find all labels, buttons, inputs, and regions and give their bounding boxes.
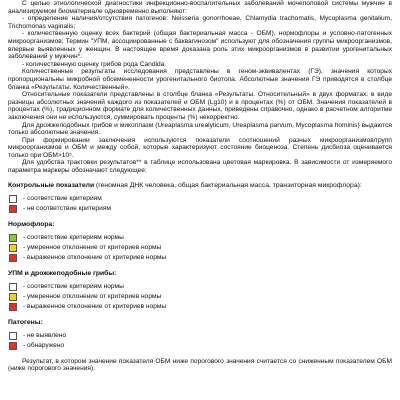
- legend-label: - не выявлено: [23, 332, 67, 340]
- color-swatch: [9, 303, 17, 311]
- legend-item: [8, 341, 392, 351]
- intro-paragraph: - определение наличия/отсутствия патогенов: Neisseria gonorrhoeae, Chlamydia trachomatis, Mycoplasma genitalium, Trichomonas vaginalis;: [8, 15, 392, 30]
- legend-label: - умеренное отклонение от критериев нормы: [23, 244, 162, 252]
- legend-item: [8, 194, 392, 204]
- intro-text: [8, 0, 392, 175]
- intro-paragraph: Относительные показатели представлены в столбце бланка «Результаты. Относительный» в двух форматах: в виде разницы абсолютных значений каждого из показателей и ОБМ (Lg10) и в процентах (%) от ОБМ. Значения показателей в процентах (%), традиционном формате для количественных данных, приведены справочно, однако в расчетном алгоритме заключения они не используются, суммировать проценты (%) некорректно.: [8, 91, 392, 121]
- section-title: Патогены:: [8, 318, 43, 326]
- legend-item: [8, 253, 392, 263]
- legend-label: - не соответствие критериям: [23, 205, 111, 213]
- legend-label: - соответствие критериям нормы: [23, 283, 124, 291]
- legend-item: [8, 331, 392, 341]
- legend-section-control: [8, 182, 392, 214]
- color-swatch: [9, 244, 17, 252]
- intro-paragraph: При формировании заключения используются показатели соотношений разных микроорганизмов/групп микроорганизмов и ОБМ и между собой, которые характеризуют состояние биоценоза. Степень дисбиоза оценивается только при ОБМ>10⁵.: [8, 136, 392, 159]
- color-swatch: [9, 234, 17, 242]
- color-swatch: [9, 195, 17, 203]
- legend-item: [8, 204, 392, 214]
- color-swatch: [9, 332, 17, 340]
- color-swatch: [9, 254, 17, 262]
- section-note: (геномная ДНК человека, общая бактериальная масса, транзиторная микрофлора):: [94, 181, 362, 189]
- section-title: Контрольные показатели: [8, 181, 95, 189]
- intro-paragraph: С целью этиологической диагностики инфекционно-воспалительных заболеваний мочеполовой системы мужчин в анализируемом биоматериале одновременно выполняют:: [8, 0, 392, 15]
- color-swatch: [9, 205, 17, 213]
- intro-paragraph: - количественную оценку всех бактерий (общая бактериальная масса - ОБМ), нормофлоры и условно-патогенных микроорганизмов; Термин "УПМ, ассоциированные с баквагинозом" используют для обозначения группы микроорганизмов, впервые выявленных у женщин. В настоящее время доказана роль этих микроорганизмов в развитии урогенитальных заболеваний у мужчин*.: [8, 30, 392, 61]
- legend-item: [8, 233, 392, 243]
- intro-paragraph: Для удобства трактовки результатов** в таблице использована цветовая маркировка. В зависимости от измеряемого параметра маркеры обозначают следующее:: [8, 159, 392, 175]
- color-swatch: [9, 342, 17, 350]
- legend-label: - выраженное отклонение от критериев нормы: [23, 303, 167, 311]
- legend-label: - выраженное отклонение от критериев нормы: [23, 254, 167, 262]
- legend-item: [8, 292, 392, 302]
- section-title: Нормофлора:: [8, 220, 55, 228]
- color-swatch: [9, 283, 17, 291]
- intro-paragraph: - количественную оценку грибов рода Candida.: [22, 60, 167, 68]
- legend-label: - умеренное отклонение от критериев нормы: [23, 293, 162, 301]
- legend-section-upm: [8, 270, 392, 312]
- footer-paragraph: Результат, в котором значение показателя ОБМ ниже порогового значения считается со сниженным показателем ОБМ (ниже порогового значения).: [8, 357, 392, 373]
- legend-section-normoflora: [8, 221, 392, 263]
- legend-item: [8, 302, 392, 312]
- intro-paragraph: Количественные результаты исследования представлены в геном-эквивалентах (ГЭ), значения которых пропорциональны микробной обсемененности урогенитального биотопа. Абсолютные значения ГЭ приводятся в столбце бланка «Результаты. Количественный».: [8, 68, 392, 91]
- legend-section-pathogens: [8, 319, 392, 351]
- legend-label: - соответствие критериям: [23, 195, 102, 203]
- color-swatch: [9, 293, 17, 301]
- intro-paragraph: Для дрожжеподобных грибов и микоплазм (Ureaplasma urealyticum, Ureaplasma parvum, Mycoplasma hominis) выдаются только абсолютные значения.: [8, 121, 392, 137]
- legend-item: [8, 282, 392, 292]
- legend-label: - обнаружено: [23, 342, 65, 350]
- section-title: УПМ и дрожжеподобные грибы:: [8, 269, 117, 277]
- legend-item: [8, 243, 392, 253]
- legend-label: - соответствие критериям нормы: [23, 234, 124, 242]
